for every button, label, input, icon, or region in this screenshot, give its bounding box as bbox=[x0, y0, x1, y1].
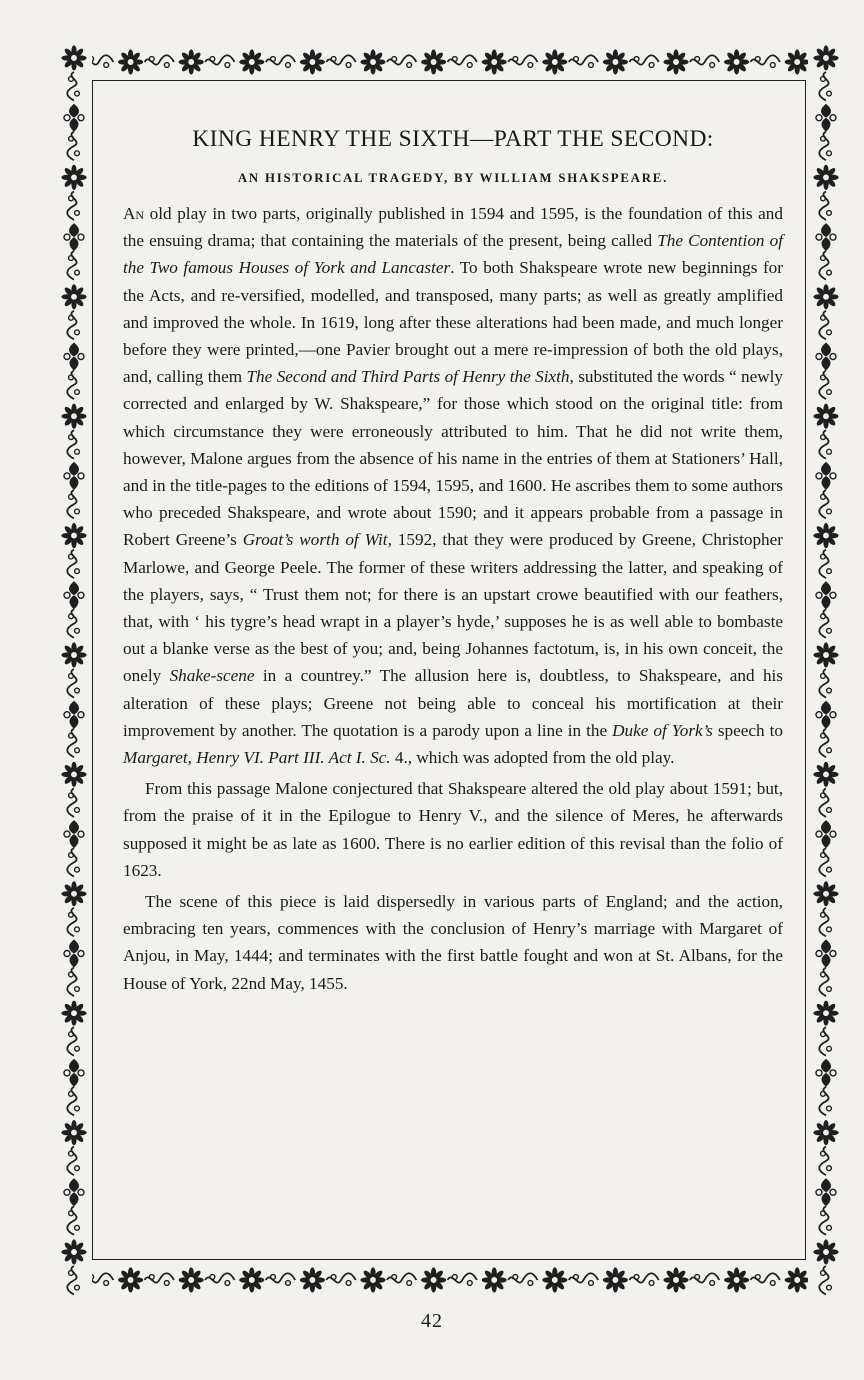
floral-scroll-ornament-icon bbox=[56, 44, 92, 1298]
ornamental-border-right bbox=[808, 44, 844, 1298]
paragraph bbox=[123, 775, 783, 884]
page-title: KING HENRY THE SIXTH—PART THE SECOND: bbox=[192, 126, 714, 152]
paragraph-text: 4., which was adopted from the old play. bbox=[390, 748, 675, 768]
paragraph-text: The scene of this piece is laid dispersedly in various parts of England; and the action, embracing ten years, commences with the conclusion of Henry’s marriage with Margaret of Anjou, in May, 1444; and terminates with the first battle fought and won at St. Albans, for the House of York, 22nd May, 1455. bbox=[123, 892, 783, 993]
paragraph-text: From this passage Malone conjectured that Shakspeare altered the old play about 1591; but, from the praise of it in the Epilogue to Henry V., and the silence of Meres, he afterwards supposed it might be as late as 1600. There is no earlier edition of this revisal than the folio of 1623. bbox=[123, 779, 783, 880]
italic-title-text: Duke of York’s bbox=[612, 720, 713, 740]
floral-scroll-ornament-icon bbox=[808, 44, 844, 1298]
page-subtitle: AN HISTORICAL TRAGEDY, BY WILLIAM SHAKSPEARE. bbox=[237, 171, 669, 185]
italic-title-text: The Contention of the Two famous Houses of York and Lancaster bbox=[123, 231, 783, 278]
paragraph-text: in a countrey.” The allusion here is, doubtless, to Shakspeare, and his alteration of these plays; Greene not being able to conceal his mortification at their improvement by another. The quotation is a parody upon a line in the bbox=[123, 666, 783, 740]
italic-title-text: Groat’s worth of Wit bbox=[242, 530, 388, 550]
page-content bbox=[123, 126, 783, 1001]
italic-title-text: The Second and Third Parts of Henry the Sixth, bbox=[246, 367, 574, 387]
opening-word: An bbox=[123, 204, 145, 223]
ornamental-border-bottom bbox=[56, 1262, 844, 1298]
paragraph-text: . To both Shakspeare wrote new beginnings for the Acts, and re-versified, modelled, and transposed, many parts; as well as greatly amplified and improved the whole. In 1619, long after these alterations had been made, and much longer before they were printed,—one Pavier brought out a mere re-impression of both the old plays, and, calling them bbox=[123, 258, 783, 387]
paragraph-text: old play in two parts, originally published in 1594 and 1595, is the foundation of this and the ensuing drama; that containing the materials of the present, being called bbox=[123, 204, 783, 251]
italic-title-text: Margaret, Henry VI. Part III. Act I. Sc. bbox=[123, 748, 391, 768]
page-number: 42 bbox=[421, 1310, 443, 1332]
paragraph-text: , 1592, that they were produced by Greene, Christopher Marlowe, and George Peele. The former of these writers addressing the latter, and speaking of the players, says, “ Trust them not; for there is an upstart crowe beautified with our feathers, that, with ‘ his tygre’s head wrapt in a player’s hyde,’ supposes he is as well able to bombaste out a blanke verse as the best of you; and, being Johannes factotum, is, in his own conceit, the onely bbox=[123, 530, 783, 686]
paragraph bbox=[123, 888, 783, 997]
ornamental-border-top bbox=[56, 44, 844, 80]
paragraph-text: speech to bbox=[712, 720, 783, 740]
paragraph-text: substituted the words “ newly corrected and enlarged by W. Shakspeare,” for those which stood on the original title: from which circumstance they were erroneously attributed to him. That he did not write them, however, Malone argues from the absence of his name in the entries of them at Stationers’ Hall, and in the title-pages to the editions of 1594, 1595, and 1600. He ascribes them to some authors who preceded Shakspeare, and wrote about 1590; and it appears probable from a passage in Robert Greene’s bbox=[123, 367, 784, 550]
paragraph bbox=[123, 200, 783, 771]
floral-scroll-ornament-icon bbox=[56, 1262, 844, 1298]
body-text bbox=[123, 200, 783, 997]
ornamental-border-left bbox=[56, 44, 92, 1298]
floral-scroll-ornament-icon bbox=[56, 44, 844, 80]
italic-title-text: Shake-scene bbox=[169, 666, 255, 686]
